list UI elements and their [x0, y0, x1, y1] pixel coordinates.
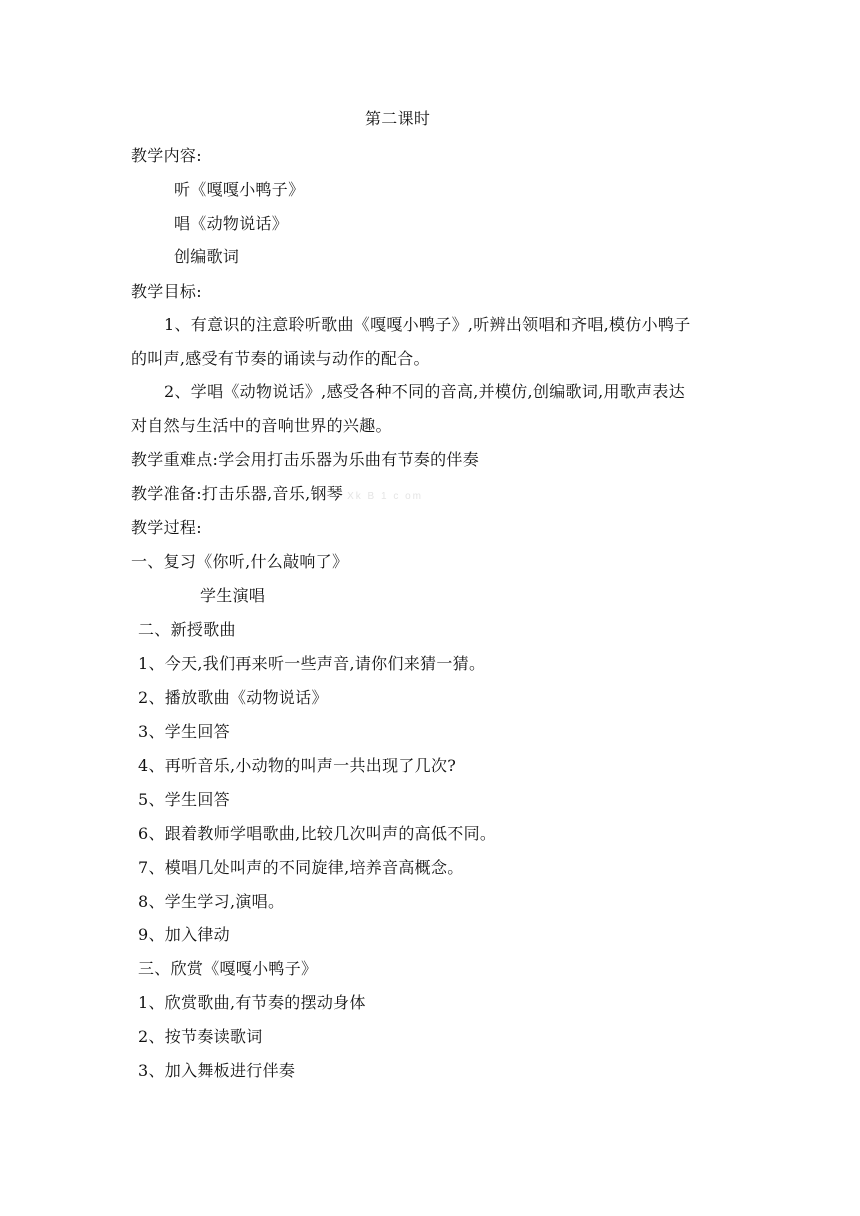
- content-heading: 教学内容:: [131, 146, 202, 165]
- goal-1-line-1: 1、有意识的注意聆听歌曲《嘎嘎小鸭子》,听辨出领唱和齐唱,模仿小鸭子: [164, 315, 691, 334]
- key-points: 教学重难点:学会用打击乐器为乐曲有节奏的伴奏: [131, 450, 479, 469]
- section-3-item: 2、按节奏读歌词: [138, 1027, 263, 1046]
- watermark-text: Xk B 1 c om: [347, 491, 423, 502]
- section-2-item: 7、模唱几处叫声的不同旋律,培养音高概念。: [138, 858, 464, 877]
- section-2-item: 6、跟着教师学唱歌曲,比较几次叫声的高低不同。: [138, 824, 497, 843]
- section-2-item: 8、学生学习,演唱。: [138, 892, 285, 911]
- section-2-item: 4、再听音乐,小动物的叫声一共出现了几次?: [138, 756, 457, 775]
- preparation-text: 教学准备:打击乐器,音乐,钢琴: [131, 484, 344, 503]
- section-2-item: 3、学生回答: [138, 722, 230, 741]
- process-heading: 教学过程:: [131, 518, 202, 537]
- section-2-item: 9、加入律动: [138, 925, 230, 944]
- section-1-item: 学生演唱: [200, 586, 266, 605]
- section-3-item: 3、加入舞板进行伴奏: [138, 1061, 296, 1080]
- content-item-listen: 听《嘎嘎小鸭子》: [174, 180, 305, 199]
- goal-2-line-2: 对自然与生活中的音响世界的兴趣。: [131, 416, 392, 435]
- section-2-title: 二、新授歌曲: [138, 620, 236, 639]
- content-item-create: 创编歌词: [174, 247, 240, 266]
- section-3-item: 1、欣赏歌曲,有节奏的摆动身体: [138, 993, 366, 1012]
- section-1-title: 一、复习《你听,什么敲响了》: [131, 552, 349, 571]
- goals-heading: 教学目标:: [131, 282, 202, 301]
- section-2-item: 2、播放歌曲《动物说话》: [138, 688, 328, 707]
- section-3-title: 三、欣赏《嘎嘎小鸭子》: [138, 959, 318, 978]
- section-2-item: 5、学生回答: [138, 790, 230, 809]
- goal-1-line-2: 的叫声,感受有节奏的诵读与动作的配合。: [131, 349, 430, 368]
- content-item-sing: 唱《动物说话》: [174, 214, 289, 233]
- goal-2-line-1: 2、学唱《动物说话》,感受各种不同的音高,并模仿,创编歌词,用歌声表达: [164, 382, 686, 401]
- preparation-line: [131, 483, 423, 508]
- lesson-title: 第二课时: [365, 109, 431, 128]
- section-2-item: 1、今天,我们再来听一些声音,请你们来猜一猜。: [138, 654, 486, 673]
